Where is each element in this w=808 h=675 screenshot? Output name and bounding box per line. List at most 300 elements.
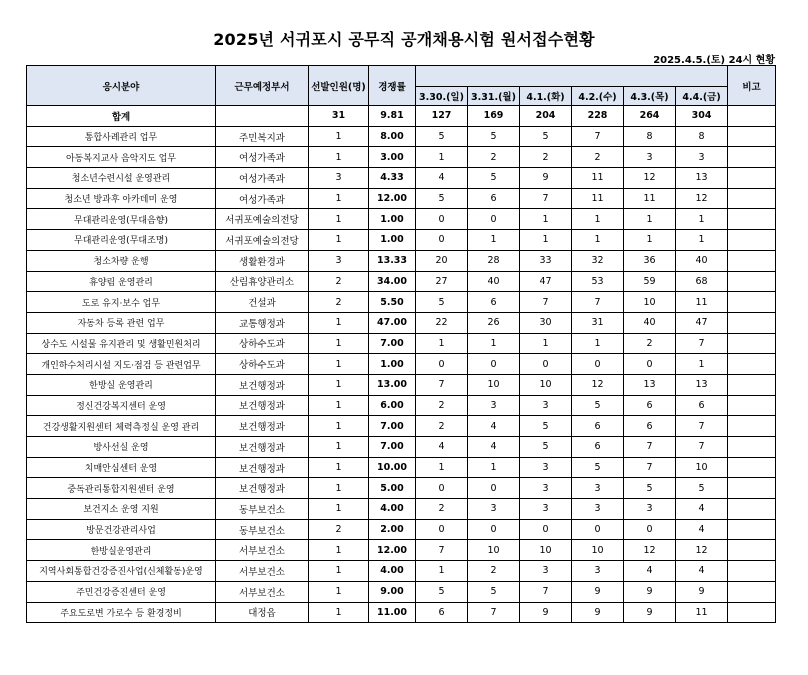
count-cell: 3 <box>624 499 676 520</box>
count-cell: 12 <box>624 168 676 189</box>
count-cell: 0 <box>572 354 624 375</box>
count-cell: 12 <box>572 374 624 395</box>
hires-cell: 1 <box>309 540 369 561</box>
table-row <box>27 312 776 333</box>
field-cell: 지역사회통합건강증진사업(신체활동)운영 <box>27 561 216 582</box>
note-cell <box>728 333 776 354</box>
count-cell: 4 <box>416 437 468 458</box>
dept-cell: 여성가족과 <box>216 168 309 189</box>
field-cell: 휴양림 운영관리 <box>27 271 216 292</box>
dept-cell: 동부보건소 <box>216 499 309 520</box>
count-cell: 4 <box>624 561 676 582</box>
rate-cell: 7.00 <box>369 333 416 354</box>
table-row <box>27 292 776 313</box>
rate-cell: 6.00 <box>369 395 416 416</box>
header-date: 4.4.(금) <box>676 87 728 106</box>
table-row <box>27 395 776 416</box>
count-cell: 5 <box>624 478 676 499</box>
count-cell: 5 <box>416 126 468 147</box>
note-cell <box>728 126 776 147</box>
count-cell: 5 <box>676 478 728 499</box>
count-cell: 1 <box>416 457 468 478</box>
field-cell: 한방실 운영관리 <box>27 374 216 395</box>
count-cell: 3 <box>468 395 520 416</box>
table-row <box>27 168 776 189</box>
count-cell: 3 <box>676 147 728 168</box>
count-cell: 9 <box>572 581 624 602</box>
dept-cell: 보건행정과 <box>216 374 309 395</box>
hires-cell: 1 <box>309 188 369 209</box>
count-cell: 6 <box>624 395 676 416</box>
application-status-table <box>26 65 776 623</box>
count-cell: 20 <box>416 250 468 271</box>
total-count: 264 <box>624 106 676 127</box>
count-cell: 0 <box>520 519 572 540</box>
dept-cell: 서부보건소 <box>216 581 309 602</box>
note-cell <box>728 437 776 458</box>
count-cell: 7 <box>572 126 624 147</box>
rate-cell: 7.00 <box>369 437 416 458</box>
table-row <box>27 519 776 540</box>
rate-cell: 1.00 <box>369 209 416 230</box>
count-cell: 40 <box>624 312 676 333</box>
count-cell: 1 <box>520 209 572 230</box>
hires-cell: 1 <box>309 395 369 416</box>
field-cell: 방문건강관리사업 <box>27 519 216 540</box>
note-cell <box>728 499 776 520</box>
note-cell <box>728 478 776 499</box>
count-cell: 0 <box>416 209 468 230</box>
total-count: 304 <box>676 106 728 127</box>
table-row <box>27 147 776 168</box>
note-cell <box>728 540 776 561</box>
count-cell: 2 <box>416 395 468 416</box>
note-cell <box>728 354 776 375</box>
table-row <box>27 333 776 354</box>
field-cell: 건강생활지원센터 체력측정실 운영 관리 <box>27 416 216 437</box>
count-cell: 5 <box>520 416 572 437</box>
count-cell: 6 <box>624 416 676 437</box>
header-note: 비고 <box>728 66 776 106</box>
count-cell: 4 <box>468 437 520 458</box>
field-cell: 도로 유지·보수 업무 <box>27 292 216 313</box>
count-cell: 8 <box>624 126 676 147</box>
count-cell: 5 <box>416 581 468 602</box>
rate-cell: 7.00 <box>369 416 416 437</box>
note-cell <box>728 581 776 602</box>
count-cell: 1 <box>520 230 572 251</box>
count-cell: 47 <box>676 312 728 333</box>
field-cell: 정신건강복지센터 운영 <box>27 395 216 416</box>
count-cell: 0 <box>468 354 520 375</box>
count-cell: 5 <box>416 292 468 313</box>
note-cell <box>728 147 776 168</box>
field-cell: 보건지소 운영 지원 <box>27 499 216 520</box>
count-cell: 3 <box>624 147 676 168</box>
table-row <box>27 499 776 520</box>
table-row <box>27 416 776 437</box>
count-cell: 1 <box>676 209 728 230</box>
field-cell: 방사선실 운영 <box>27 437 216 458</box>
count-cell: 7 <box>520 292 572 313</box>
note-cell <box>728 250 776 271</box>
total-rate: 9.81 <box>369 106 416 127</box>
count-cell: 5 <box>468 126 520 147</box>
hires-cell: 2 <box>309 271 369 292</box>
count-cell: 40 <box>468 271 520 292</box>
hires-cell: 1 <box>309 333 369 354</box>
count-cell: 2 <box>468 561 520 582</box>
count-cell: 0 <box>572 519 624 540</box>
table-row <box>27 354 776 375</box>
count-cell: 4 <box>416 168 468 189</box>
hires-cell: 1 <box>309 147 369 168</box>
count-cell: 1 <box>676 354 728 375</box>
rate-cell: 12.00 <box>369 540 416 561</box>
count-cell: 2 <box>520 147 572 168</box>
count-cell: 6 <box>572 437 624 458</box>
count-cell: 4 <box>676 561 728 582</box>
count-cell: 0 <box>416 478 468 499</box>
rate-cell: 4.00 <box>369 561 416 582</box>
rate-cell: 4.33 <box>369 168 416 189</box>
count-cell: 0 <box>520 354 572 375</box>
count-cell: 32 <box>572 250 624 271</box>
field-cell: 무대관리운영(무대조명) <box>27 230 216 251</box>
count-cell: 7 <box>676 437 728 458</box>
hires-cell: 2 <box>309 292 369 313</box>
table-row <box>27 581 776 602</box>
count-cell: 4 <box>676 499 728 520</box>
count-cell: 0 <box>416 354 468 375</box>
note-cell <box>728 457 776 478</box>
dept-cell: 보건행정과 <box>216 457 309 478</box>
count-cell: 10 <box>520 540 572 561</box>
note-cell <box>728 168 776 189</box>
count-cell: 7 <box>416 540 468 561</box>
count-cell: 31 <box>572 312 624 333</box>
rate-cell: 3.00 <box>369 147 416 168</box>
total-count: 169 <box>468 106 520 127</box>
count-cell: 9 <box>520 168 572 189</box>
note-cell <box>728 395 776 416</box>
table-row <box>27 437 776 458</box>
count-cell: 8 <box>676 126 728 147</box>
note-cell <box>728 292 776 313</box>
count-cell: 12 <box>676 188 728 209</box>
hires-cell: 1 <box>309 437 369 458</box>
table-row <box>27 209 776 230</box>
dept-cell: 상하수도과 <box>216 333 309 354</box>
count-cell: 3 <box>520 499 572 520</box>
count-cell: 1 <box>572 209 624 230</box>
count-cell: 2 <box>416 416 468 437</box>
count-cell: 33 <box>520 250 572 271</box>
count-cell: 0 <box>468 478 520 499</box>
count-cell: 1 <box>416 561 468 582</box>
dept-cell: 주민복지과 <box>216 126 309 147</box>
rate-cell: 5.00 <box>369 478 416 499</box>
rate-cell: 12.00 <box>369 188 416 209</box>
count-cell: 3 <box>572 478 624 499</box>
rate-cell: 9.00 <box>369 581 416 602</box>
hires-cell: 1 <box>309 457 369 478</box>
count-cell: 0 <box>468 519 520 540</box>
dept-cell: 보건행정과 <box>216 478 309 499</box>
table-row <box>27 271 776 292</box>
count-cell: 30 <box>520 312 572 333</box>
hires-cell: 1 <box>309 478 369 499</box>
field-cell: 아동복지교사 음악지도 업무 <box>27 147 216 168</box>
count-cell: 3 <box>572 561 624 582</box>
hires-cell: 1 <box>309 230 369 251</box>
count-cell: 7 <box>468 602 520 623</box>
note-cell <box>728 416 776 437</box>
count-cell: 36 <box>624 250 676 271</box>
dept-cell: 서귀포예술의전당 <box>216 230 309 251</box>
note-cell <box>728 230 776 251</box>
count-cell: 3 <box>520 395 572 416</box>
table-row <box>27 230 776 251</box>
count-cell: 10 <box>676 457 728 478</box>
rate-cell: 47.00 <box>369 312 416 333</box>
count-cell: 7 <box>520 581 572 602</box>
note-cell <box>728 271 776 292</box>
dept-cell: 동부보건소 <box>216 519 309 540</box>
count-cell: 10 <box>572 540 624 561</box>
rate-cell: 13.00 <box>369 374 416 395</box>
header-rate: 경쟁률 <box>369 66 416 106</box>
dept-cell: 보건행정과 <box>216 416 309 437</box>
count-cell: 6 <box>416 602 468 623</box>
hires-cell: 3 <box>309 250 369 271</box>
count-cell: 1 <box>468 333 520 354</box>
count-cell: 0 <box>468 209 520 230</box>
hires-cell: 1 <box>309 374 369 395</box>
rate-cell: 10.00 <box>369 457 416 478</box>
field-cell: 치매안심센터 운영 <box>27 457 216 478</box>
header-date: 4.1.(화) <box>520 87 572 106</box>
rate-cell: 1.00 <box>369 230 416 251</box>
count-cell: 5 <box>520 126 572 147</box>
table-row <box>27 126 776 147</box>
field-cell: 무대관리운영(무대음향) <box>27 209 216 230</box>
note-cell <box>728 519 776 540</box>
table-row <box>27 478 776 499</box>
count-cell: 1 <box>624 230 676 251</box>
hires-cell: 1 <box>309 602 369 623</box>
hires-cell: 1 <box>309 354 369 375</box>
count-cell: 4 <box>468 416 520 437</box>
count-cell: 3 <box>520 561 572 582</box>
count-cell: 9 <box>624 581 676 602</box>
table-row <box>27 374 776 395</box>
count-cell: 27 <box>416 271 468 292</box>
count-cell: 10 <box>624 292 676 313</box>
count-cell: 1 <box>572 230 624 251</box>
count-cell: 68 <box>676 271 728 292</box>
count-cell: 5 <box>468 581 520 602</box>
count-cell: 28 <box>468 250 520 271</box>
count-cell: 1 <box>468 230 520 251</box>
dept-cell: 서부보건소 <box>216 540 309 561</box>
hires-cell: 1 <box>309 126 369 147</box>
rate-cell: 8.00 <box>369 126 416 147</box>
dept-cell: 서부보건소 <box>216 561 309 582</box>
total-label: 합계 <box>27 106 216 127</box>
count-cell: 1 <box>676 230 728 251</box>
note-cell <box>728 602 776 623</box>
count-cell: 53 <box>572 271 624 292</box>
count-cell: 7 <box>416 374 468 395</box>
total-hires: 31 <box>309 106 369 127</box>
count-cell: 22 <box>416 312 468 333</box>
total-note <box>728 106 776 127</box>
count-cell: 2 <box>624 333 676 354</box>
hires-cell: 1 <box>309 209 369 230</box>
count-cell: 6 <box>468 292 520 313</box>
hires-cell: 3 <box>309 168 369 189</box>
count-cell: 3 <box>520 478 572 499</box>
page-title: 2025년 서귀포시 공무직 공개채용시험 원서접수현황 <box>213 30 595 49</box>
note-cell <box>728 188 776 209</box>
field-cell: 상수도 시설물 유지관리 및 생활민원처리 <box>27 333 216 354</box>
count-cell: 12 <box>624 540 676 561</box>
count-cell: 7 <box>572 292 624 313</box>
count-cell: 7 <box>624 437 676 458</box>
count-cell: 9 <box>676 581 728 602</box>
table-row <box>27 188 776 209</box>
count-cell: 1 <box>468 457 520 478</box>
field-cell: 개인하수처리시설 지도·점검 등 관련업무 <box>27 354 216 375</box>
count-cell: 5 <box>468 168 520 189</box>
rate-cell: 13.33 <box>369 250 416 271</box>
note-cell <box>728 561 776 582</box>
field-cell: 주민건강증진센터 운영 <box>27 581 216 602</box>
header-hires: 선발인원(명) <box>309 66 369 106</box>
note-cell <box>728 209 776 230</box>
table-row <box>27 540 776 561</box>
rate-cell: 1.00 <box>369 354 416 375</box>
count-cell: 9 <box>572 602 624 623</box>
count-cell: 3 <box>520 457 572 478</box>
count-cell: 13 <box>624 374 676 395</box>
header-date: 3.30.(일) <box>416 87 468 106</box>
count-cell: 0 <box>416 519 468 540</box>
count-cell: 5 <box>520 437 572 458</box>
dept-cell: 여성가족과 <box>216 188 309 209</box>
field-cell: 청소차량 운행 <box>27 250 216 271</box>
count-cell: 1 <box>572 333 624 354</box>
total-dept <box>216 106 309 127</box>
count-cell: 3 <box>468 499 520 520</box>
hires-cell: 1 <box>309 312 369 333</box>
field-cell: 통합사례관리 업무 <box>27 126 216 147</box>
dept-cell: 여성가족과 <box>216 147 309 168</box>
field-cell: 청소년수련시설 운영관리 <box>27 168 216 189</box>
hires-cell: 2 <box>309 519 369 540</box>
count-cell: 13 <box>676 374 728 395</box>
count-cell: 11 <box>624 188 676 209</box>
count-cell: 0 <box>624 519 676 540</box>
hires-cell: 1 <box>309 581 369 602</box>
dept-cell: 상하수도과 <box>216 354 309 375</box>
note-cell <box>728 312 776 333</box>
count-cell: 26 <box>468 312 520 333</box>
count-cell: 4 <box>676 519 728 540</box>
total-count: 204 <box>520 106 572 127</box>
header-date: 4.2.(수) <box>572 87 624 106</box>
count-cell: 3 <box>572 499 624 520</box>
status-date: 2025.4.5.(토) 24시 현황 <box>653 55 775 66</box>
count-cell: 7 <box>520 188 572 209</box>
count-cell: 11 <box>676 292 728 313</box>
count-cell: 10 <box>468 374 520 395</box>
total-count: 228 <box>572 106 624 127</box>
hires-cell: 1 <box>309 561 369 582</box>
dept-cell: 서귀포예술의전당 <box>216 209 309 230</box>
hires-cell: 1 <box>309 416 369 437</box>
count-cell: 10 <box>468 540 520 561</box>
header-field: 응시분야 <box>27 66 216 106</box>
count-cell: 0 <box>416 230 468 251</box>
field-cell: 중독관리통합지원센터 운영 <box>27 478 216 499</box>
dept-cell: 대정읍 <box>216 602 309 623</box>
field-cell: 주요도로변 가로수 등 환경정비 <box>27 602 216 623</box>
dept-cell: 산림휴양관리소 <box>216 271 309 292</box>
field-cell: 한방실운영관리 <box>27 540 216 561</box>
count-cell: 1 <box>520 333 572 354</box>
count-cell: 5 <box>572 395 624 416</box>
hires-cell: 1 <box>309 499 369 520</box>
count-cell: 6 <box>676 395 728 416</box>
header-date: 3.31.(월) <box>468 87 520 106</box>
count-cell: 2 <box>572 147 624 168</box>
table-row <box>27 457 776 478</box>
count-cell: 9 <box>624 602 676 623</box>
dept-cell: 보건행정과 <box>216 395 309 416</box>
dept-cell: 건설과 <box>216 292 309 313</box>
dept-cell: 보건행정과 <box>216 437 309 458</box>
count-cell: 6 <box>572 416 624 437</box>
count-cell: 7 <box>676 333 728 354</box>
field-cell: 자동차 등록 관련 업무 <box>27 312 216 333</box>
note-cell <box>728 374 776 395</box>
header-date: 4.3.(목) <box>624 87 676 106</box>
count-cell: 0 <box>624 354 676 375</box>
count-cell: 12 <box>676 540 728 561</box>
rate-cell: 34.00 <box>369 271 416 292</box>
count-cell: 11 <box>572 188 624 209</box>
rate-cell: 4.00 <box>369 499 416 520</box>
count-cell: 40 <box>676 250 728 271</box>
count-cell: 6 <box>468 188 520 209</box>
count-cell: 47 <box>520 271 572 292</box>
count-cell: 5 <box>572 457 624 478</box>
total-row <box>27 106 776 127</box>
count-cell: 7 <box>624 457 676 478</box>
dept-cell: 교통행정과 <box>216 312 309 333</box>
count-cell: 1 <box>416 147 468 168</box>
count-cell: 13 <box>676 168 728 189</box>
count-cell: 2 <box>416 499 468 520</box>
total-count: 127 <box>416 106 468 127</box>
count-cell: 1 <box>624 209 676 230</box>
count-cell: 59 <box>624 271 676 292</box>
count-cell: 1 <box>416 333 468 354</box>
table-row <box>27 250 776 271</box>
count-cell: 2 <box>468 147 520 168</box>
